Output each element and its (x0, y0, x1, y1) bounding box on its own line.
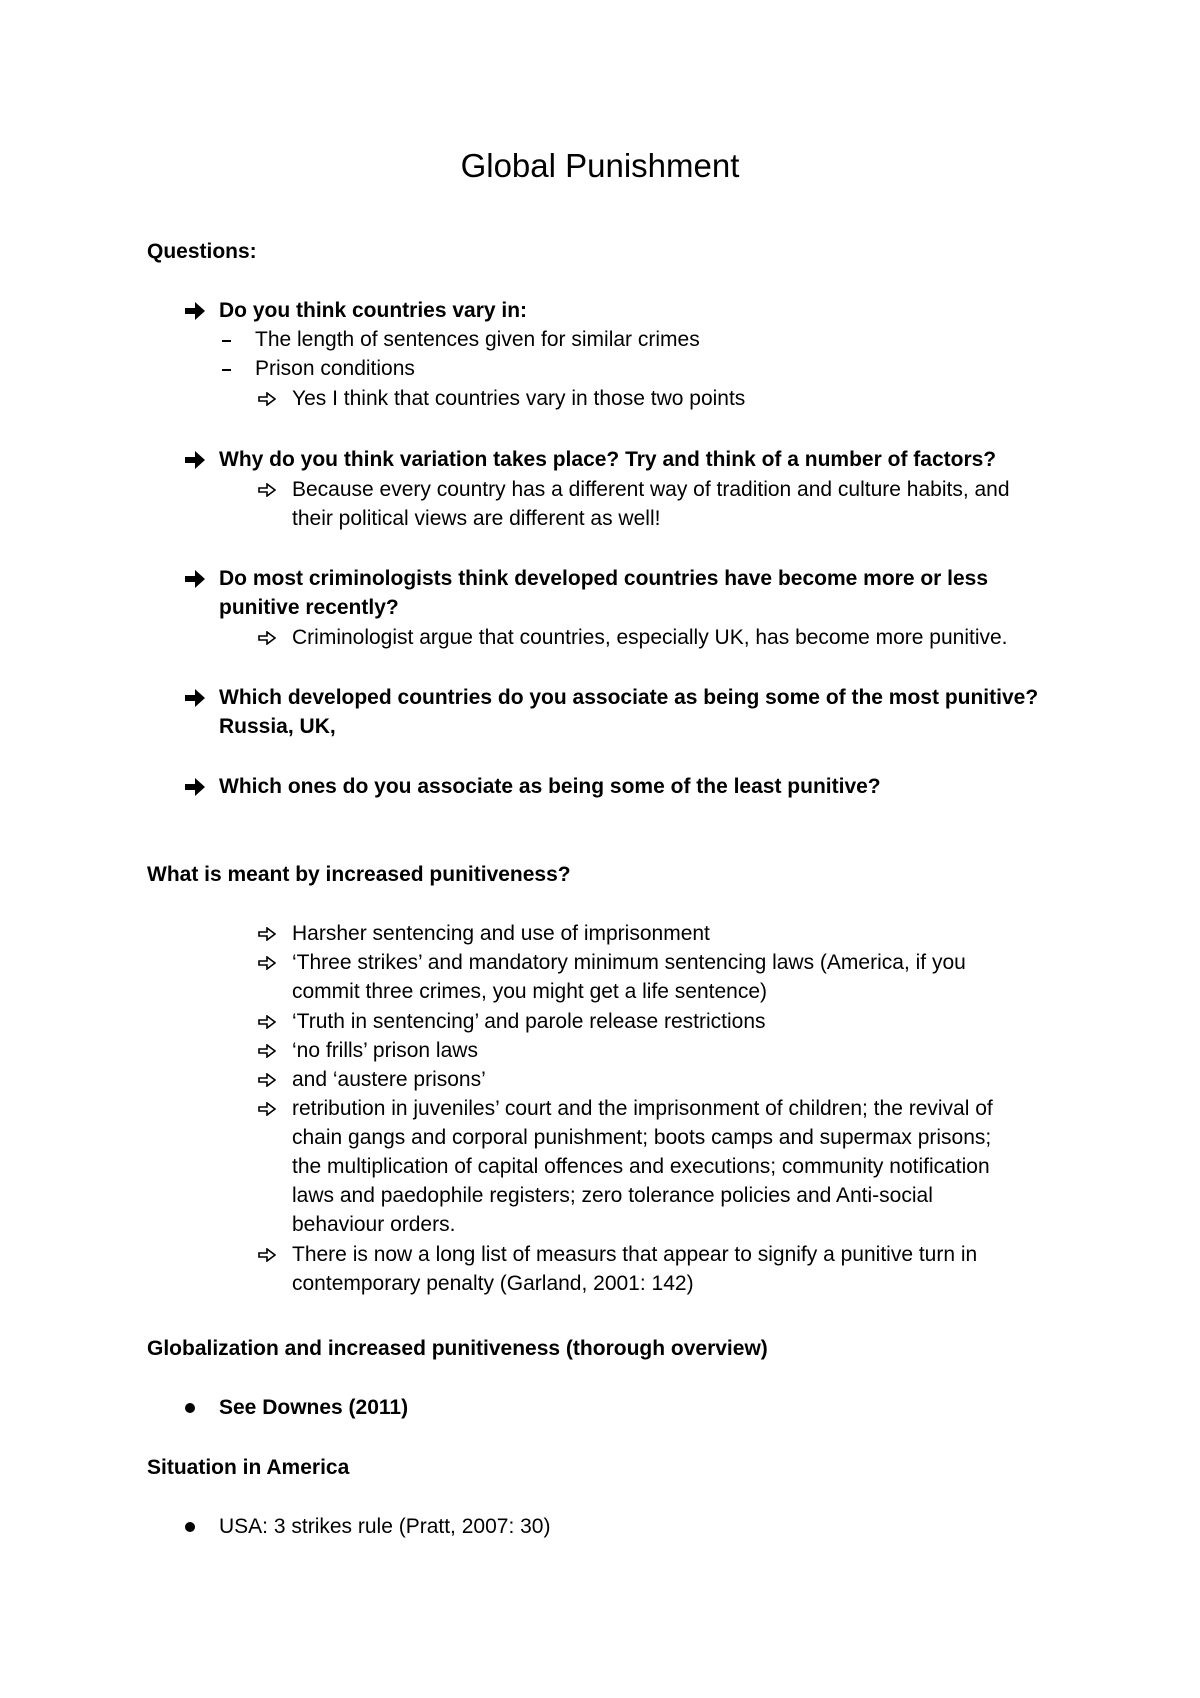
list-item-continuation: behaviour orders. (292, 1213, 456, 1236)
answer-2-line1: Because every country has a different way of tradition and culture habits, and (292, 478, 1010, 501)
list-item: See Downes (2011) (219, 1396, 409, 1419)
list-item: ‘no frills’ prison laws (292, 1039, 478, 1062)
question-3-line1: Do most criminologists think developed countries have become more or less (219, 567, 989, 590)
answer-4: Russia, UK, (219, 715, 336, 738)
list-item: and ‘austere prisons’ (292, 1068, 486, 1091)
list-item: retribution in juveniles’ court and the imprisonment of children; the revival of (292, 1097, 993, 1120)
round-bullet (185, 1403, 195, 1413)
arrow-bullet-icon (184, 450, 206, 470)
list-item: USA: 3 strikes rule (Pratt, 2007: 30) (219, 1515, 551, 1538)
questions-heading: Questions: (147, 240, 257, 263)
list-item: There is now a long list of measurs that appear to signify a punitive turn in (292, 1243, 978, 1266)
list-item-continuation: contemporary penalty (Garland, 2001: 142) (292, 1272, 694, 1295)
question-2: Why do you think variation takes place? Try and think of a number of factors? (219, 448, 997, 471)
hollow-arrow-icon (258, 1073, 276, 1087)
hollow-arrow-icon (258, 1248, 276, 1262)
list-item: The length of sentences given for similar crimes (255, 328, 700, 351)
hollow-arrow-icon (258, 927, 276, 941)
arrow-bullet-icon (184, 569, 206, 589)
list-item: ‘Truth in sentencing’ and parole release restrictions (292, 1010, 766, 1033)
answer-1: Yes I think that countries vary in those two points (292, 387, 746, 410)
arrow-bullet-icon (184, 301, 206, 321)
dash-bullet (222, 369, 231, 371)
list-item-continuation: chain gangs and corporal punishment; boots camps and supermax prisons; (292, 1126, 992, 1149)
hollow-arrow-icon (258, 956, 276, 970)
hollow-arrow-icon (258, 1102, 276, 1116)
list-item: Harsher sentencing and use of imprisonment (292, 922, 710, 945)
list-item: ‘Three strikes’ and mandatory minimum sentencing laws (America, if you (292, 951, 966, 974)
list-item: Prison conditions (255, 357, 415, 380)
list-item-continuation: commit three crimes, you might get a life sentence) (292, 980, 768, 1003)
question-4: Which developed countries do you associate as being some of the most punitive? (219, 686, 1039, 709)
round-bullet (185, 1522, 195, 1532)
arrow-bullet-icon (184, 777, 206, 797)
list-item-continuation: the multiplication of capital offences and executions; community notification (292, 1155, 990, 1178)
hollow-arrow-icon (258, 1015, 276, 1029)
answer-3: Criminologist argue that countries, especially UK, has become more punitive. (292, 626, 1008, 649)
page-title: Global Punishment (460, 147, 740, 184)
answer-2-line2: their political views are different as well! (292, 507, 661, 530)
america-heading: Situation in America (147, 1456, 350, 1479)
hollow-arrow-icon (258, 483, 276, 497)
question-3-line2: punitive recently? (219, 596, 399, 619)
list-item-continuation: laws and paedophile registers; zero tolerance policies and Anti-social (292, 1184, 933, 1207)
arrow-bullet-icon (184, 688, 206, 708)
globalization-heading: Globalization and increased punitiveness (thorough overview) (147, 1337, 768, 1360)
punitiveness-heading: What is meant by increased punitiveness? (147, 863, 571, 886)
hollow-arrow-icon (258, 392, 276, 406)
hollow-arrow-icon (258, 631, 276, 645)
question-5: Which ones do you associate as being some of the least punitive? (219, 775, 881, 798)
dash-bullet (222, 340, 231, 342)
hollow-arrow-icon (258, 1044, 276, 1058)
question-1: Do you think countries vary in: (219, 299, 528, 322)
